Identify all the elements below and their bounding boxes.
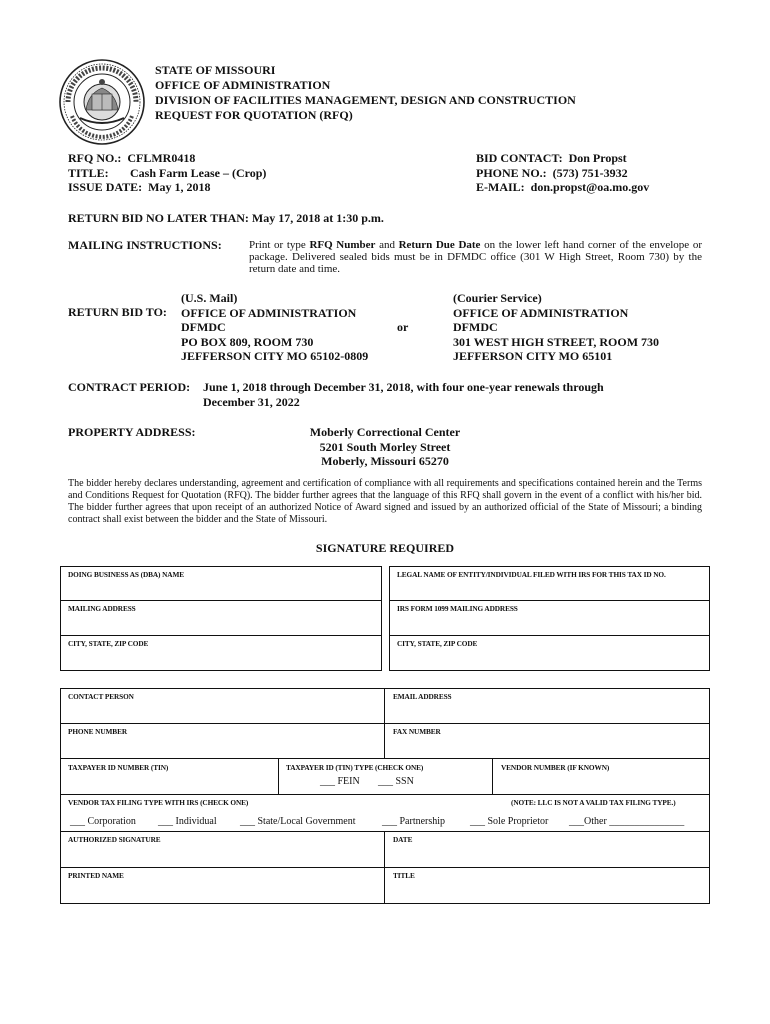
legal-name-field[interactable]: [390, 567, 709, 600]
us-mail-address: [181, 291, 368, 364]
contract-period-label: CONTRACT PERIOD:: [68, 380, 191, 394]
or-separator: or: [397, 320, 409, 334]
mailing-bold: Return Due Date: [398, 239, 481, 251]
header-line: REQUEST FOR QUOTATION (RFQ): [155, 108, 353, 122]
mailing-address-field[interactable]: [61, 601, 381, 635]
fein-checkbox[interactable]: ___ FEIN: [320, 776, 360, 787]
field-label: DOING BUSINESS AS (DBA) NAME: [68, 570, 184, 579]
rfq-info: [68, 151, 266, 195]
property-address-label: PROPERTY ADDRESS:: [68, 425, 196, 439]
mailing-instructions-text: [249, 239, 702, 275]
field-label: FAX NUMBER: [393, 727, 441, 736]
field-label: CITY, STATE, ZIP CODE: [397, 639, 478, 648]
property-line: Moberly, Missouri 65270: [321, 454, 449, 468]
field-label: MAILING ADDRESS: [68, 604, 136, 613]
field-label: VENDOR NUMBER (IF KNOWN): [501, 763, 610, 772]
field-label: AUTHORIZED SIGNATURE: [68, 835, 161, 844]
fax-number-field[interactable]: [386, 724, 709, 758]
irs-city-state-zip-field[interactable]: [390, 636, 709, 670]
address-line: 301 WEST HIGH STREET, ROOM 730: [453, 334, 660, 349]
contract-line: June 1, 2018 through December 31, 2018, with four one-year renewals through: [203, 380, 604, 394]
contract-period: [203, 380, 604, 410]
issue-date-label: ISSUE DATE:: [68, 180, 143, 194]
field-label: PHONE NUMBER: [68, 727, 127, 736]
field-label: EMAIL ADDRESS: [393, 692, 452, 701]
email-label: E-MAIL:: [476, 180, 525, 194]
courier-address: [453, 291, 659, 364]
address-line: JEFFERSON CITY MO 65102-0809: [181, 349, 369, 363]
phone: (573) 751-3932: [552, 165, 628, 180]
field-label: PRINTED NAME: [68, 871, 124, 880]
rfq-number-label: RFQ NO.:: [68, 151, 122, 165]
field-label: IRS FORM 1099 MAILING ADDRESS: [397, 604, 518, 613]
address-line: JEFFERSON CITY MO 65101: [453, 349, 613, 363]
property-address: [230, 425, 540, 469]
field-label: CITY, STATE, ZIP CODE: [68, 639, 149, 648]
rfq-number: CFLMR0418: [127, 151, 196, 165]
email-address-field[interactable]: [386, 689, 709, 723]
field-label: LEGAL NAME OF ENTITY/INDIVIDUAL FILED WITH IRS FOR THIS TAX ID NO.: [397, 570, 666, 579]
rfq-title: Cash Farm Lease – (Crop): [130, 165, 267, 180]
filing-type-note: (NOTE: LLC IS NOT A VALID TAX FILING TYPE.): [511, 798, 676, 807]
filing-option-individual[interactable]: ___ Individual: [158, 816, 217, 827]
return-deadline: RETURN BID NO LATER THAN: May 17, 2018 at 1:30 p.m.: [68, 211, 384, 225]
address-line: OFFICE OF ADMINISTRATION: [181, 305, 357, 320]
issue-date: May 1, 2018: [148, 180, 211, 194]
bid-contact-label: BID CONTACT:: [476, 151, 563, 165]
phone-label: PHONE NO.:: [476, 165, 547, 180]
state-seal-logo: [58, 58, 146, 146]
address-line: (U.S. Mail): [181, 291, 238, 305]
address-line: (Courier Service): [453, 291, 542, 305]
property-line: Moberly Correctional Center: [309, 425, 461, 439]
field-label: TITLE: [393, 871, 415, 880]
phone-number-field[interactable]: [61, 724, 383, 758]
mailing-instructions-label: MAILING INSTRUCTIONS:: [68, 238, 222, 252]
vendor-number-field[interactable]: [494, 759, 709, 794]
date-field[interactable]: [386, 832, 709, 867]
return-bid-to-label: RETURN BID TO:: [68, 305, 167, 319]
filing-option-other[interactable]: ___Other _______________: [569, 816, 685, 827]
header-line: DIVISION OF FACILITIES MANAGEMENT, DESIGN AND CONSTRUCTION: [155, 93, 576, 107]
filing-type-label: VENDOR TAX FILING TYPE WITH IRS (CHECK ONE): [68, 798, 249, 807]
filing-option-corporation[interactable]: ___ Corporation: [70, 816, 136, 827]
address-line: DFMDC: [181, 320, 226, 334]
printed-name-field[interactable]: [61, 868, 383, 903]
city-state-zip-field[interactable]: [61, 636, 381, 670]
title-label: TITLE:: [68, 165, 109, 180]
dba-name-field[interactable]: [61, 567, 381, 600]
filing-option-government[interactable]: ___ State/Local Government: [240, 816, 356, 827]
agency-header: [155, 63, 576, 123]
field-label: TAXPAYER ID NUMBER (TIN): [68, 763, 169, 772]
tin-field[interactable]: [61, 759, 277, 794]
title-field[interactable]: [386, 868, 709, 903]
mailing-text: on the lower left hand corner of the envelope or package. Delivered sealed bids must be in DFMDC office (301 W High Street, Room 730) by the return date and time.: [249, 239, 703, 275]
bid-contact-info: [476, 151, 649, 195]
ssn-checkbox[interactable]: ___ SSN: [378, 776, 414, 787]
address-line: DFMDC: [453, 320, 498, 334]
mailing-text: Print or type: [249, 239, 310, 251]
email-link[interactable]: don.propst@oa.mo.gov: [530, 180, 650, 194]
signature-required-heading: SIGNATURE REQUIRED: [315, 541, 455, 555]
authorized-signature-field[interactable]: [61, 832, 383, 867]
field-label: TAXPAYER ID (TIN) TYPE (CHECK ONE): [286, 763, 424, 772]
field-label: CONTACT PERSON: [68, 692, 134, 701]
filing-option-partnership[interactable]: ___ Partnership: [382, 816, 446, 827]
mailing-bold: RFQ Number: [309, 239, 376, 251]
contact-person-field[interactable]: [61, 689, 383, 723]
mailing-text: and: [375, 239, 399, 251]
irs-mailing-address-field[interactable]: [390, 601, 709, 635]
contract-line: December 31, 2022: [203, 395, 300, 409]
filing-option-sole-proprietor[interactable]: ___ Sole Proprietor: [470, 816, 549, 827]
property-line: 5201 South Morley Street: [319, 439, 451, 454]
field-label: DATE: [393, 835, 413, 844]
address-line: PO BOX 809, ROOM 730: [181, 334, 314, 349]
bid-contact: Don Propst: [568, 151, 627, 165]
header-line: STATE OF MISSOURI: [155, 63, 276, 77]
header-line: OFFICE OF ADMINISTRATION: [155, 78, 331, 92]
address-line: OFFICE OF ADMINISTRATION: [453, 305, 629, 320]
declaration-text: The bidder hereby declares understanding, agreement and certification of compliance with all requirements and specifications contained herein and the Terms and Conditions Request for Quotation (RFQ). The bidder further agrees that the language of this RFQ shall govern in the event of a conflict with his/her bid. The bidder further agrees that upon receipt of an authorized Notice of Award signed and issued by an authorized official of the State of Missouri; a binding contract shall exist between the bidder and the State of Missouri.: [68, 478, 702, 525]
